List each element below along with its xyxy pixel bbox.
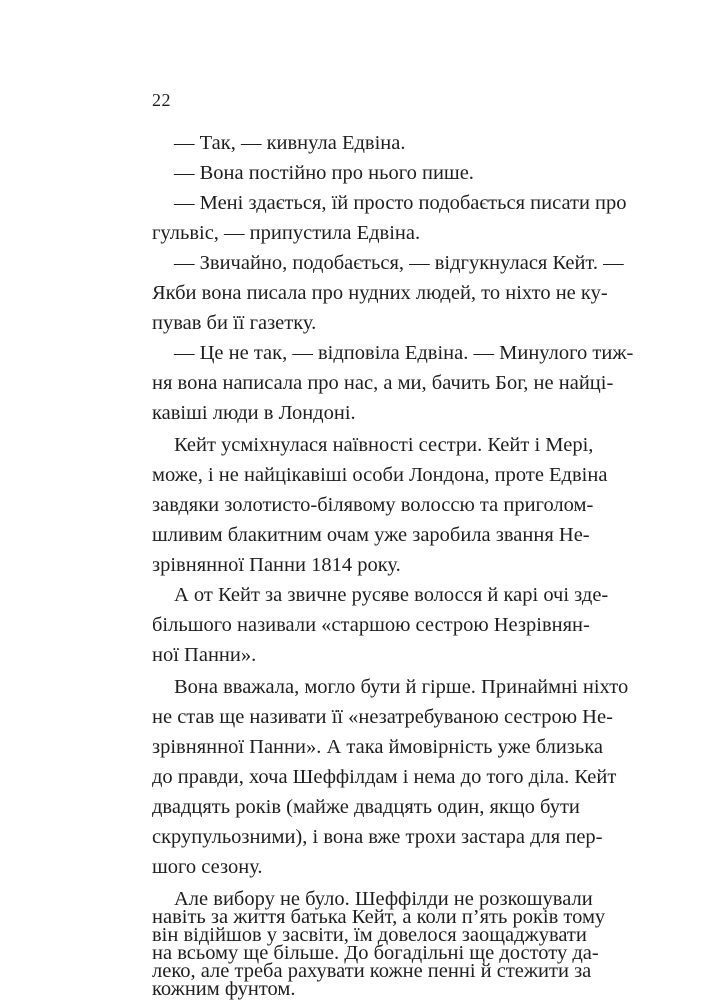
text-line: шого сезону. xyxy=(152,856,263,878)
text-line: може, і не найцікавіші особи Лондона, проте Едвіна xyxy=(152,464,608,486)
text-line: двадцять років (майже двадцять один, якщо бути xyxy=(152,796,580,818)
text-line: кавіші люди в Лондоні. xyxy=(152,402,356,424)
text-line: більшого називали «старшою сестрою Незрівнян- xyxy=(152,614,590,636)
text-line: Але вибору не було. Шеффілди не розкошували xyxy=(174,888,593,910)
text-line: шливим блакитним очам уже заробила звання Не- xyxy=(152,524,590,546)
text-line: він відійшов у засвіти, їм довелося заощаджувати xyxy=(152,924,587,946)
text-line: скрупульозними), і вона вже трохи застара для пер- xyxy=(152,826,603,848)
text-line: до правди, хоча Шеффілдам і нема до того діла. Кейт xyxy=(152,766,617,788)
text-line: — Це не так, — відповіла Едвіна. — Минулого тиж- xyxy=(174,342,634,364)
text-line: кожним фунтом. xyxy=(152,978,296,1000)
text-line: Кейт усміхнулася наївності сестри. Кейт і Мері, xyxy=(174,434,594,456)
text-line: — Звичайно, подобається, — відгукнулася Кейт. — xyxy=(174,252,624,274)
text-line: — Так, — кивнула Едвіна. xyxy=(174,132,406,154)
text-line: ної Панни». xyxy=(152,644,257,666)
text-line: завдяки золотисто-білявому волоссю та приголом- xyxy=(152,494,594,516)
text-line: зрівнянної Панни». А така ймовірність уже близька xyxy=(152,736,603,758)
text-line: Якби вона писала про нудних людей, то ніхто не ку- xyxy=(152,282,608,304)
text-line: — Мені здається, їй просто подобається писати про xyxy=(174,192,627,214)
text-line: ня вона написала про нас, а ми, бачить Бог, не найці- xyxy=(152,372,614,394)
text-line: А от Кейт за звичне русяве волосся й карі очі здe- xyxy=(174,584,609,606)
text-line: леко, але треба рахувати кожне пенні й стежити за xyxy=(152,960,592,982)
text-line: на всьому ще більше. До богадільні ще достоту да- xyxy=(152,942,599,964)
text-line: гульвіс, — припустила Едвіна. xyxy=(152,222,421,244)
text-line: пував би її газетку. xyxy=(152,312,317,334)
text-line: Вона вважала, могло бути й гірше. Принаймні ніхто xyxy=(174,676,629,698)
text-line: навіть за життя батька Кейт, а коли п’ять років тому xyxy=(152,906,606,928)
text-line: — Вона постійно про нього пише. xyxy=(174,162,474,184)
text-line: зрівнянної Панни 1814 року. xyxy=(152,554,401,576)
page-number: 22 xyxy=(152,90,171,110)
text-line: не став ще називати її «незатребуваною сестрою Не- xyxy=(152,706,613,728)
